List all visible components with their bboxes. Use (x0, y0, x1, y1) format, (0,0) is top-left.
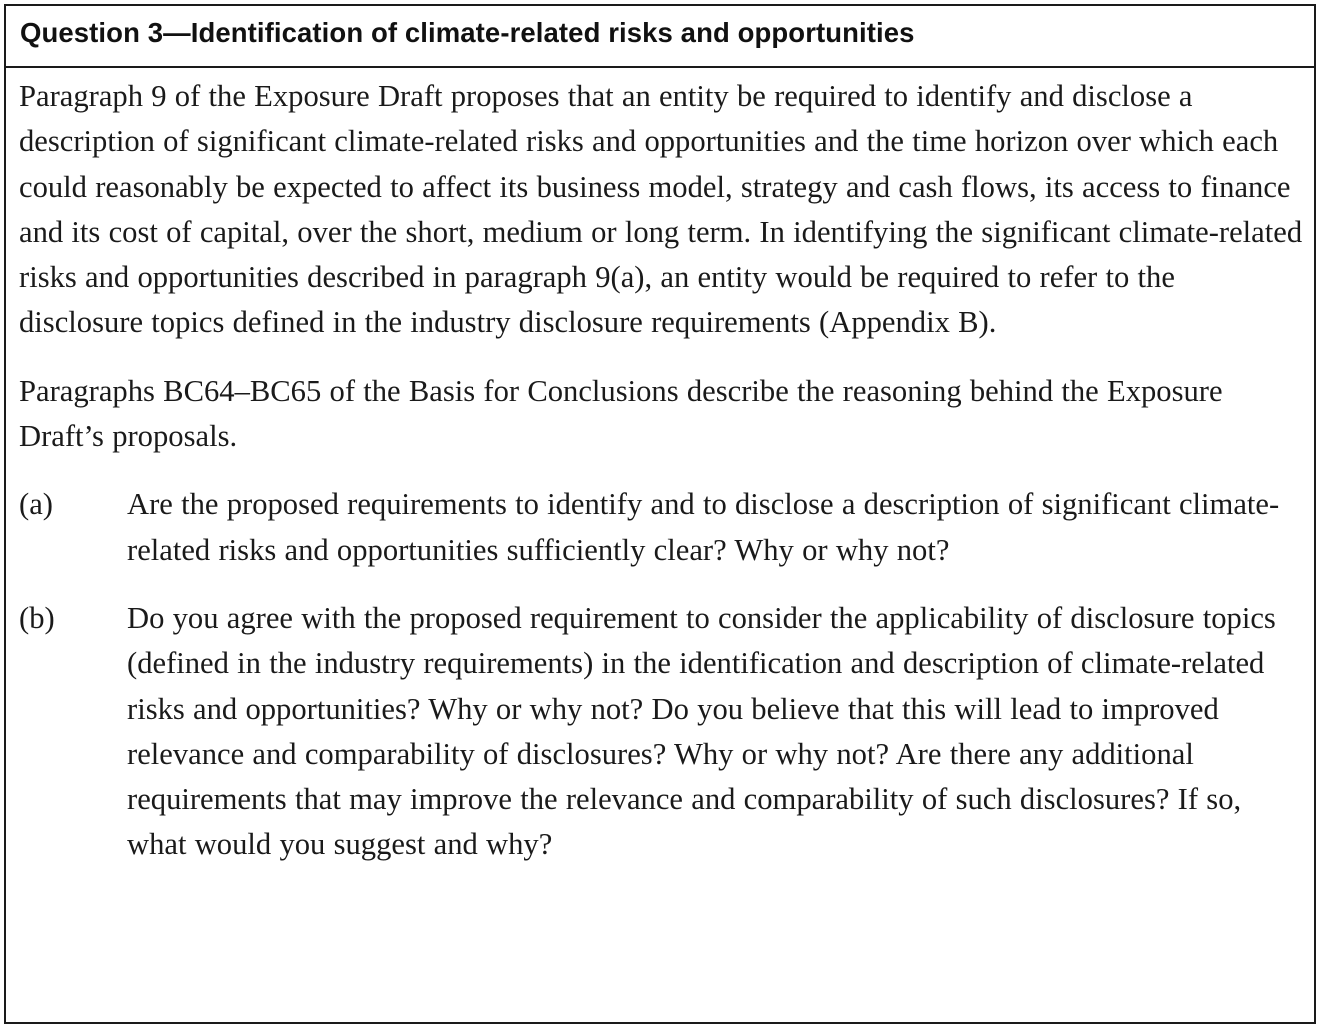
question-item-b (19, 596, 1304, 868)
question-item-a (19, 482, 1304, 573)
item-text-a: Are the proposed requirements to identify and to disclose a description of significant climate-related risks and opportunities sufficiently clear? Why or why not? (127, 487, 1280, 567)
paragraph-proposal: Paragraph 9 of the Exposure Draft proposes that an entity be required to identify and disclose a description of significant climate-related risks and opportunities and the time horizon over which each could reasonably be expected to affect its business model, strategy and cash flows, its access to finance and its cost of capital, over the short, medium or long term. In identifying the significant climate-related risks and opportunities described in paragraph 9(a), an entity would be required to refer to the disclosure topics defined in the industry disclosure requirements (Appendix B). (19, 79, 1303, 340)
item-label-a: (a) (19, 487, 53, 522)
question-body (6, 68, 1314, 868)
item-text-b: Do you agree with the proposed requirement to consider the applicability of disclosure topics (defined in the industry requirements) in the identification and description of climate-related risks and opportunities? Why or why not? Do you believe that this will lead to improved relevance and comparability of disclosures? Why or why not? Are there any additional requirements that may improve the relevance and comparability of such disclosures? If so, what would you suggest and why? (127, 600, 1276, 862)
paragraph-basis: Paragraphs BC64–BC65 of the Basis for Conclusions describe the reasoning behind the Exposure Draft’s proposals. (19, 373, 1223, 454)
question-title: Question 3—Identification of climate-related risks and opportunities (20, 17, 915, 48)
question-header (6, 6, 1314, 68)
question-box (4, 4, 1316, 1024)
item-label-b: (b) (19, 600, 55, 635)
